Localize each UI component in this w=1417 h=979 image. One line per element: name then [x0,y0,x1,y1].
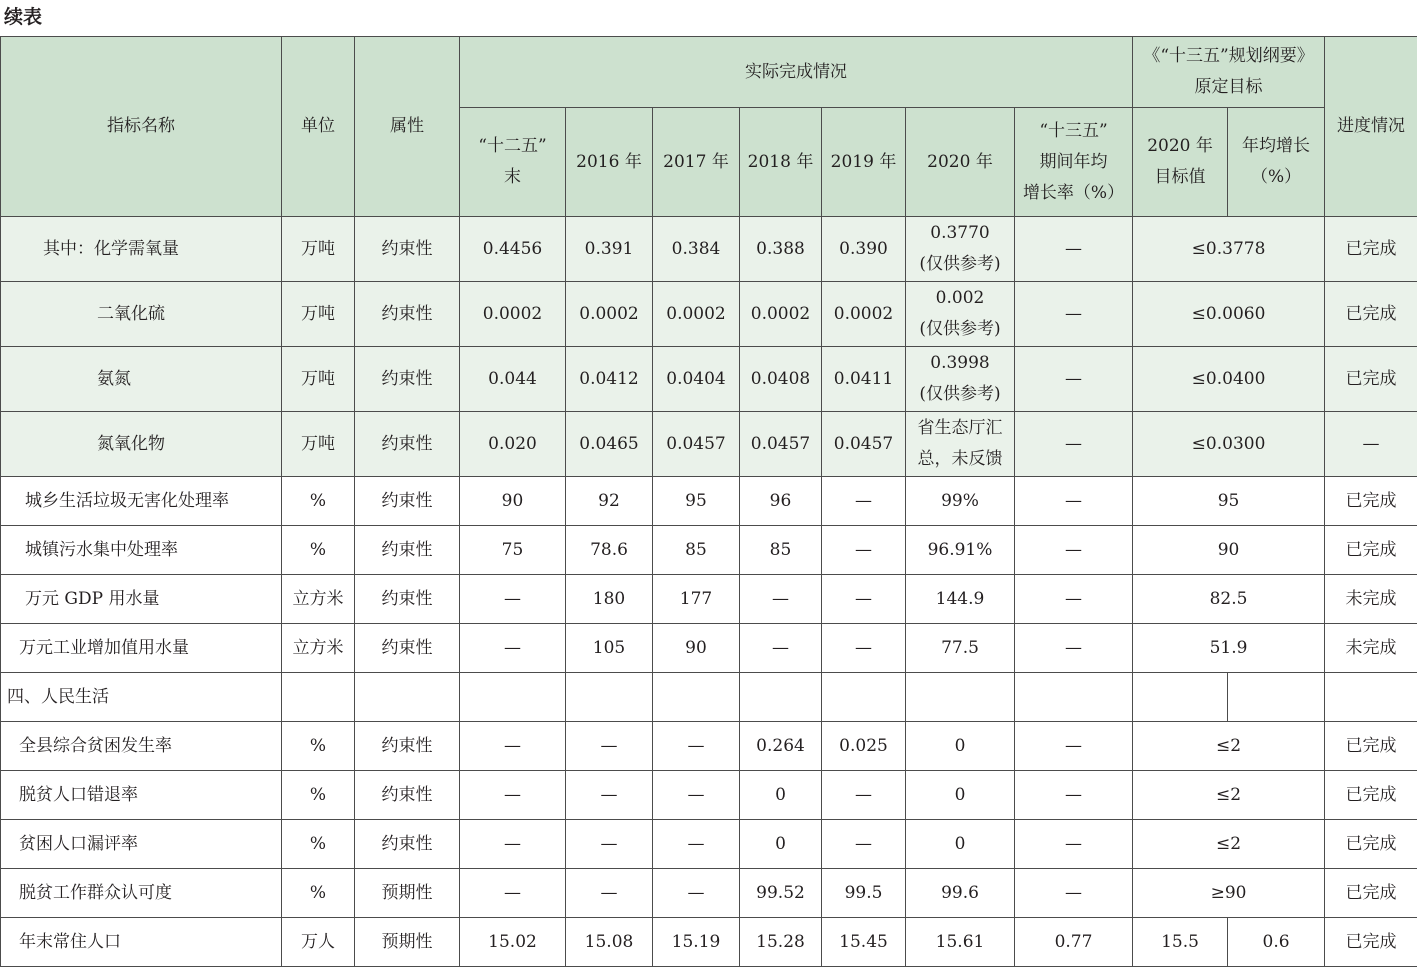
target-value-cell: ≤2 [1133,771,1325,820]
progress-cell: 已完成 [1325,347,1417,412]
unit-cell: 万吨 [282,347,355,412]
value-cell: — [460,820,566,869]
value-cell: — [566,722,653,771]
value-cell: 0.0411 [822,347,906,412]
table-row [1,217,1417,282]
value-cell: 0.0002 [566,282,653,347]
header-attribute: 属性 [355,37,460,217]
target-value-cell: ≤0.3778 [1133,217,1325,282]
value-cell: 144.9 [906,575,1015,624]
indicator-name: 万元工业增加值用水量 [1,624,282,673]
section-row [1,673,1417,722]
value-cell: — [653,820,740,869]
unit-cell: 万人 [282,918,355,967]
table-row [1,624,1417,673]
header-year: “十二五” 末 [460,108,566,217]
indicator-name: 城乡生活垃圾无害化处理率 [1,477,282,526]
table-row [1,526,1417,575]
target-value-cell: 51.9 [1133,624,1325,673]
progress-cell: 已完成 [1325,526,1417,575]
value-cell: 0.384 [653,217,740,282]
attribute-cell: 预期性 [355,918,460,967]
indicator-name: 年末常住人口 [1,918,282,967]
target-value-cell: 95 [1133,477,1325,526]
header-target-growth: 年均增长 （%） [1228,108,1325,217]
table-row [1,347,1417,412]
value-cell: — [566,869,653,918]
indicator-name: 万元 GDP 用水量 [1,575,282,624]
table-row [1,282,1417,347]
target-value-cell: ≥90 [1133,869,1325,918]
progress-cell: 未完成 [1325,624,1417,673]
value-cell: 省生态厅汇 总，未反馈 [906,412,1015,477]
header-year: 2019 年 [822,108,906,217]
value-cell: 0.002 (仅供参考) [906,282,1015,347]
header-year: 2017 年 [653,108,740,217]
progress-cell: 已完成 [1325,722,1417,771]
empty-cell [906,673,1015,722]
header-year: 2018 年 [740,108,822,217]
value-cell: 0.3998 (仅供参考) [906,347,1015,412]
value-cell: 0.0412 [566,347,653,412]
value-cell: 99.52 [740,869,822,918]
value-cell: 15.02 [460,918,566,967]
attribute-cell: 约束性 [355,722,460,771]
growth-rate-cell: — [1015,575,1133,624]
value-cell: 85 [653,526,740,575]
value-cell: 0.0002 [822,282,906,347]
value-cell: — [822,526,906,575]
progress-cell: 已完成 [1325,771,1417,820]
attribute-cell: 约束性 [355,771,460,820]
value-cell: 0.3770 (仅供参考) [906,217,1015,282]
empty-cell [566,673,653,722]
progress-cell: 未完成 [1325,575,1417,624]
value-cell: — [460,624,566,673]
value-cell: 96 [740,477,822,526]
attribute-cell: 约束性 [355,624,460,673]
attribute-cell: 约束性 [355,575,460,624]
header-indicator: 指标名称 [1,37,282,217]
value-cell: 90 [653,624,740,673]
value-cell: 15.08 [566,918,653,967]
table-row [1,820,1417,869]
growth-rate-cell: — [1015,624,1133,673]
attribute-cell: 预期性 [355,869,460,918]
value-cell: 0.0408 [740,347,822,412]
table-row [1,869,1417,918]
empty-cell [1015,673,1133,722]
attribute-cell: 约束性 [355,217,460,282]
indicator-name: 脱贫工作群众认可度 [1,869,282,918]
value-cell: 15.45 [822,918,906,967]
value-cell: 95 [653,477,740,526]
header-year: 2020 年 [906,108,1015,217]
value-cell: 15.19 [653,918,740,967]
growth-rate-cell: — [1015,526,1133,575]
attribute-cell: 约束性 [355,477,460,526]
value-cell: 0.0002 [740,282,822,347]
value-cell: 99% [906,477,1015,526]
target-value-cell: 90 [1133,526,1325,575]
unit-cell: % [282,526,355,575]
value-cell: — [653,771,740,820]
header-year: 2016 年 [566,108,653,217]
empty-cell [1325,673,1417,722]
value-cell: 0.0002 [653,282,740,347]
value-cell: 0.388 [740,217,822,282]
empty-cell [282,673,355,722]
value-cell: 96.91% [906,526,1015,575]
value-cell: 0.044 [460,347,566,412]
progress-cell: — [1325,412,1417,477]
value-cell: — [822,624,906,673]
target-growth-cell: 0.6 [1228,918,1325,967]
header-progress: 进度情况 [1325,37,1417,217]
target-value-cell: ≤0.0060 [1133,282,1325,347]
unit-cell: % [282,722,355,771]
unit-cell: 万吨 [282,282,355,347]
attribute-cell: 约束性 [355,347,460,412]
unit-cell: % [282,869,355,918]
value-cell: 0.4456 [460,217,566,282]
empty-cell [460,673,566,722]
growth-rate-cell: — [1015,477,1133,526]
value-cell: — [822,477,906,526]
value-cell: — [740,575,822,624]
value-cell: 0.391 [566,217,653,282]
value-cell: — [566,771,653,820]
value-cell: 0.264 [740,722,822,771]
target-value-cell: 82.5 [1133,575,1325,624]
value-cell: — [653,722,740,771]
value-cell: 0.0002 [460,282,566,347]
growth-rate-cell: — [1015,722,1133,771]
value-cell: 0.0465 [566,412,653,477]
header-actual-completion: 实际完成情况 [460,37,1133,108]
value-cell: — [653,869,740,918]
value-cell: 78.6 [566,526,653,575]
attribute-cell: 约束性 [355,820,460,869]
target-value-cell: 15.5 [1133,918,1228,967]
table-row [1,918,1417,967]
value-cell: 180 [566,575,653,624]
value-cell: 0 [906,820,1015,869]
value-cell: 15.28 [740,918,822,967]
table-row [1,722,1417,771]
value-cell: — [460,722,566,771]
value-cell: 0.0457 [740,412,822,477]
value-cell: — [460,575,566,624]
value-cell: 77.5 [906,624,1015,673]
value-cell: 0.0457 [653,412,740,477]
value-cell: 75 [460,526,566,575]
growth-rate-cell: — [1015,820,1133,869]
section-title: 四、人民生活 [1,673,282,722]
value-cell: 15.61 [906,918,1015,967]
table-header [1,37,1417,217]
indicator-name: 全县综合贫困发生率 [1,722,282,771]
value-cell: 99.6 [906,869,1015,918]
value-cell: — [822,771,906,820]
empty-cell [1133,673,1228,722]
value-cell: 0.020 [460,412,566,477]
header-growth-rate: “十三五” 期间年均 增长率（%） [1015,108,1133,217]
target-value-cell: ≤2 [1133,722,1325,771]
unit-cell: % [282,477,355,526]
attribute-cell: 约束性 [355,282,460,347]
indicator-name: 二氧化硫 [1,282,282,347]
value-cell: — [822,820,906,869]
value-cell: 0 [906,771,1015,820]
value-cell: 0.0457 [822,412,906,477]
unit-cell: % [282,820,355,869]
empty-cell [822,673,906,722]
value-cell: 90 [460,477,566,526]
table-row [1,771,1417,820]
table-body [1,217,1417,967]
growth-rate-cell: — [1015,412,1133,477]
attribute-cell: 约束性 [355,412,460,477]
value-cell: — [740,624,822,673]
value-cell: 99.5 [822,869,906,918]
growth-rate-cell: — [1015,869,1133,918]
indicator-name: 氮氧化物 [1,412,282,477]
empty-cell [1228,673,1325,722]
progress-cell: 已完成 [1325,477,1417,526]
value-cell: 0.0404 [653,347,740,412]
progress-cell: 已完成 [1325,217,1417,282]
growth-rate-cell: — [1015,217,1133,282]
table-caption: 续表 [4,6,43,28]
value-cell: — [460,771,566,820]
header-unit: 单位 [282,37,355,217]
value-cell: 0 [906,722,1015,771]
value-cell: 0.390 [822,217,906,282]
target-value-cell: ≤0.0300 [1133,412,1325,477]
progress-cell: 已完成 [1325,282,1417,347]
value-cell: — [566,820,653,869]
progress-cell: 已完成 [1325,918,1417,967]
target-value-cell: ≤0.0400 [1133,347,1325,412]
unit-cell: 立方米 [282,624,355,673]
indicator-name: 其中：化学需氧量 [1,217,282,282]
value-cell: 105 [566,624,653,673]
table-row [1,477,1417,526]
unit-cell: 万吨 [282,412,355,477]
unit-cell: 万吨 [282,217,355,282]
growth-rate-cell: — [1015,347,1133,412]
indicator-name: 脱贫人口错退率 [1,771,282,820]
header-plan-target: 《“十三五”规划纲要》 原定目标 [1133,37,1325,108]
table-row [1,575,1417,624]
unit-cell: % [282,771,355,820]
unit-cell: 立方米 [282,575,355,624]
growth-rate-cell: 0.77 [1015,918,1133,967]
header-target-2020: 2020 年 目标值 [1133,108,1228,217]
growth-rate-cell: — [1015,282,1133,347]
value-cell: — [822,575,906,624]
value-cell: 0 [740,820,822,869]
progress-cell: 已完成 [1325,820,1417,869]
indicator-name: 贫困人口漏评率 [1,820,282,869]
indicator-table [0,36,1417,967]
empty-cell [653,673,740,722]
target-value-cell: ≤2 [1133,820,1325,869]
attribute-cell: 约束性 [355,526,460,575]
value-cell: 0 [740,771,822,820]
empty-cell [740,673,822,722]
progress-cell: 已完成 [1325,869,1417,918]
indicator-name: 城镇污水集中处理率 [1,526,282,575]
empty-cell [355,673,460,722]
indicator-name: 氨氮 [1,347,282,412]
growth-rate-cell: — [1015,771,1133,820]
value-cell: 85 [740,526,822,575]
table-row [1,412,1417,477]
value-cell: — [460,869,566,918]
value-cell: 92 [566,477,653,526]
value-cell: 0.025 [822,722,906,771]
value-cell: 177 [653,575,740,624]
